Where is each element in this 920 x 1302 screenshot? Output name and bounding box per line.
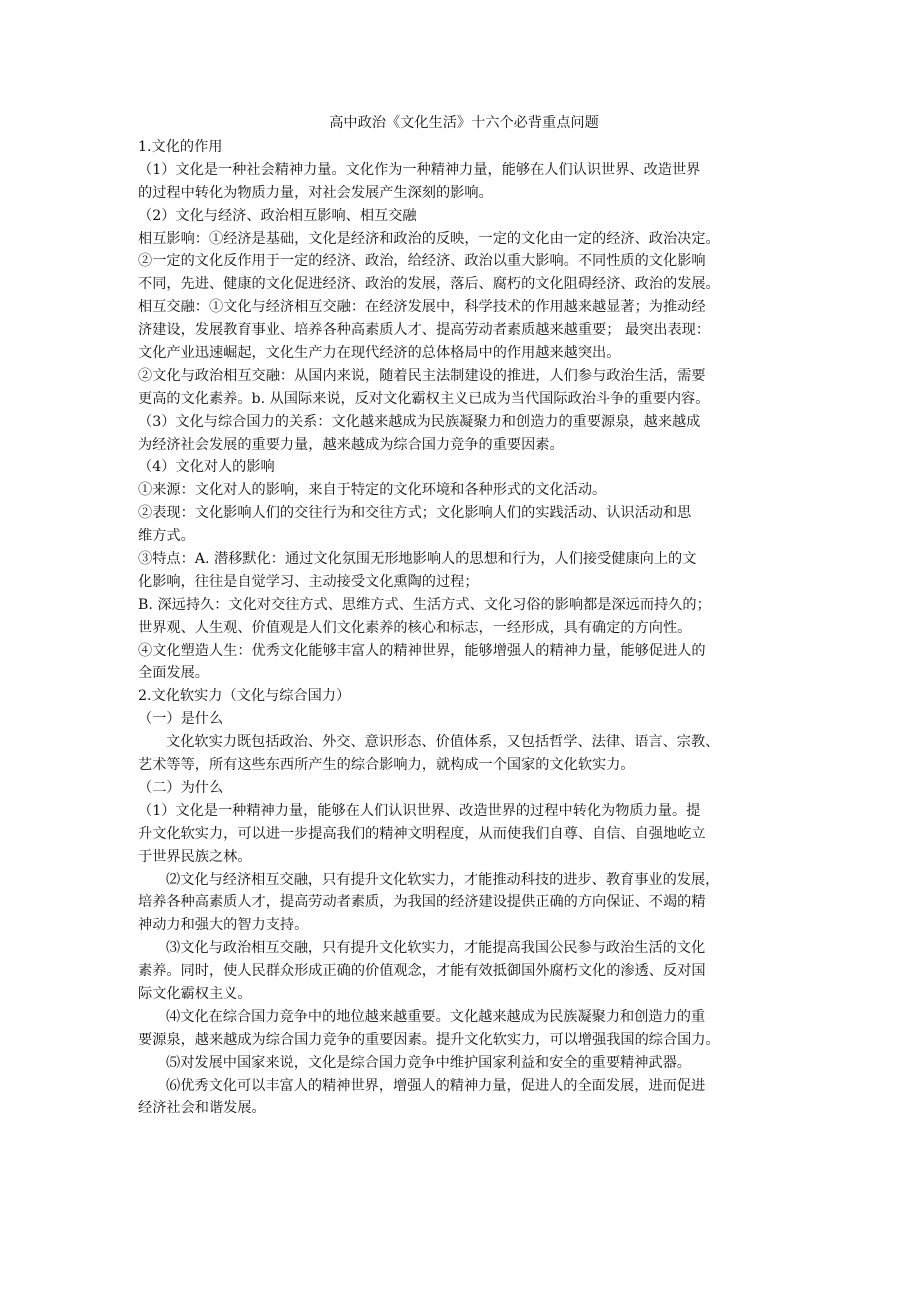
paragraph-line: ⑷文化在综合国力竞争中的地位越来越重要。文化越来越成为民族凝聚力和创造力的重 [166, 1008, 706, 1025]
paragraph-line: 升文化软实力，可以进一步提高我们的精神文明程度，从而使我们自尊、自信、自强地屹立 [138, 825, 706, 842]
paragraph-line: 际文化霸权主义。 [138, 985, 252, 1002]
paragraph-line: 神动力和强大的智力支持。 [138, 917, 309, 934]
paragraph-line: ②文化与政治相互交融：从国内来说，随着民主法制建设的推进，人们参与政治生活，需要 [138, 367, 706, 384]
paragraph-line: ⑹优秀文化可以丰富人的精神世界，增强人的精神力量，促进人的全面发展，进而促进 [166, 1077, 706, 1094]
paragraph-line: （4）文化对人的影响 [138, 459, 275, 476]
paragraph-line: 于世界民族之林。 [138, 848, 252, 865]
paragraph-line: （1）文化是一种精神力量，能够在人们认识世界、改造世界的过程中转化为物质力量。提 [138, 802, 701, 819]
paragraph-line: 化影响，往往是自觉学习、主动接受文化熏陶的过程； [138, 573, 479, 590]
paragraph-line: B. 深远持久：文化对交往方式、思维方式、生活方式、文化习俗的影响都是深远而持久的； [138, 596, 711, 613]
paragraph-line: 维方式。 [138, 528, 195, 545]
paragraph-line: 为经济社会发展的重要力量，越来越成为综合国力竞争的重要因素。 [138, 436, 564, 453]
paragraph-line: ②表现：文化影响人们的交往行为和交往方式；文化影响人们的实践活动、认识活动和思 [138, 505, 692, 522]
paragraph-line: 济建设，发展教育事业、培养各种高素质人才、提高劳动者素质越来越重要； 最突出表现： [138, 322, 711, 339]
paragraph-line: ⑶文化与政治相互交融，只有提升文化软实力，才能提高我国公民参与政治生活的文化 [166, 940, 706, 957]
paragraph-line: 素养。同时，使人民群众形成正确的价值观念，才能有效抵御国外腐朽文化的渗透、反对国 [138, 963, 706, 980]
document-page [138, 110, 790, 1120]
section-heading: 2.文化软实力（文化与综合国力） [138, 688, 351, 705]
paragraph-line: ①来源：文化对人的影响，来自于特定的文化环境和各种形式的文化活动。 [138, 482, 607, 499]
paragraph-line: 的过程中转化为物质力量，对社会发展产生深刻的影响。 [138, 184, 493, 201]
paragraph-line: 艺术等等，所有这些东西所产生的综合影响力，就构成一个国家的文化软实力。 [138, 757, 635, 774]
section-heading: 1.文化的作用 [138, 139, 223, 155]
document-body [138, 136, 790, 1120]
paragraph-line: 培养各种高素质人才，提高劳动者素质，为我国的经济建设提供正确的方向保证、不竭的精 [138, 894, 706, 911]
paragraph-line: ⑵文化与经济相互交融，只有提升文化软实力，才能推动科技的进步、教育事业的发展， [166, 871, 720, 888]
paragraph-line: （二）为什么 [138, 779, 224, 796]
paragraph-line: ②一定的文化反作用于一定的经济、政治，给经济、政治以重大影响。不同性质的文化影响 [138, 253, 706, 270]
paragraph-line: 全面发展。 [138, 665, 209, 682]
paragraph-line: （1）文化是一种社会精神力量。文化作为一种精神力量，能够在人们认识世界、改造世界 [138, 161, 701, 178]
paragraph-line: ⑸对发展中国家来说，文化是综合国力竞争中维护国家利益和安全的重要精神武器。 [166, 1054, 691, 1071]
paragraph-line: 相互影响：①经济是基础，文化是经济和政治的反映，一定的文化由一定的经济、政治决定。 [138, 230, 720, 247]
paragraph-line: （3）文化与综合国力的关系：文化越来越成为民族凝聚力和创造力的重要源泉，越来越成 [138, 413, 701, 430]
paragraph-line: 相互交融：①文化与经济相互交融：在经济发展中，科学技术的作用越来越显著；为推动经 [138, 299, 706, 316]
page-title: 高中政治《文化生活》十六个必背重点问题 [329, 115, 599, 131]
paragraph-line: （一）是什么 [138, 711, 224, 728]
paragraph-line: ③特点：A. 潜移默化：通过文化氛围无形地影响人的思想和行为，人们接受健康向上的文 [138, 551, 697, 568]
paragraph-line: 更高的文化素养。b. 从国际来说，反对文化霸权主义已成为当代国际政治斗争的重要内容。 [138, 390, 710, 407]
paragraph-line: 要源泉，越来越成为综合国力竞争的重要因素。提升文化软实力，可以增强我国的综合国力。 [138, 1031, 720, 1048]
paragraph-line: 文化软实力既包括政治、外交、意识形态、价值体系，又包括哲学、法律、语言、宗教、 [166, 734, 720, 751]
paragraph-line: （2）文化与经济、政治相互影响、相互交融 [138, 207, 417, 224]
paragraph-line: ④文化塑造人生：优秀文化能够丰富人的精神世界，能够增强人的精神力量，能够促进人的 [138, 642, 706, 659]
paragraph-line: 不同，先进、健康的文化促进经济、政治的发展，落后、腐朽的文化阻碍经济、政治的发展。 [138, 276, 720, 293]
paragraph-line: 文化产业迅速崛起，文化生产力在现代经济的总体格局中的作用越来越突出。 [138, 345, 621, 362]
paragraph-line: 经济社会和谐发展。 [138, 1100, 266, 1117]
paragraph-line: 世界观、人生观、价值观是人们文化素养的核心和标志，一经形成，具有确定的方向性。 [138, 619, 692, 636]
